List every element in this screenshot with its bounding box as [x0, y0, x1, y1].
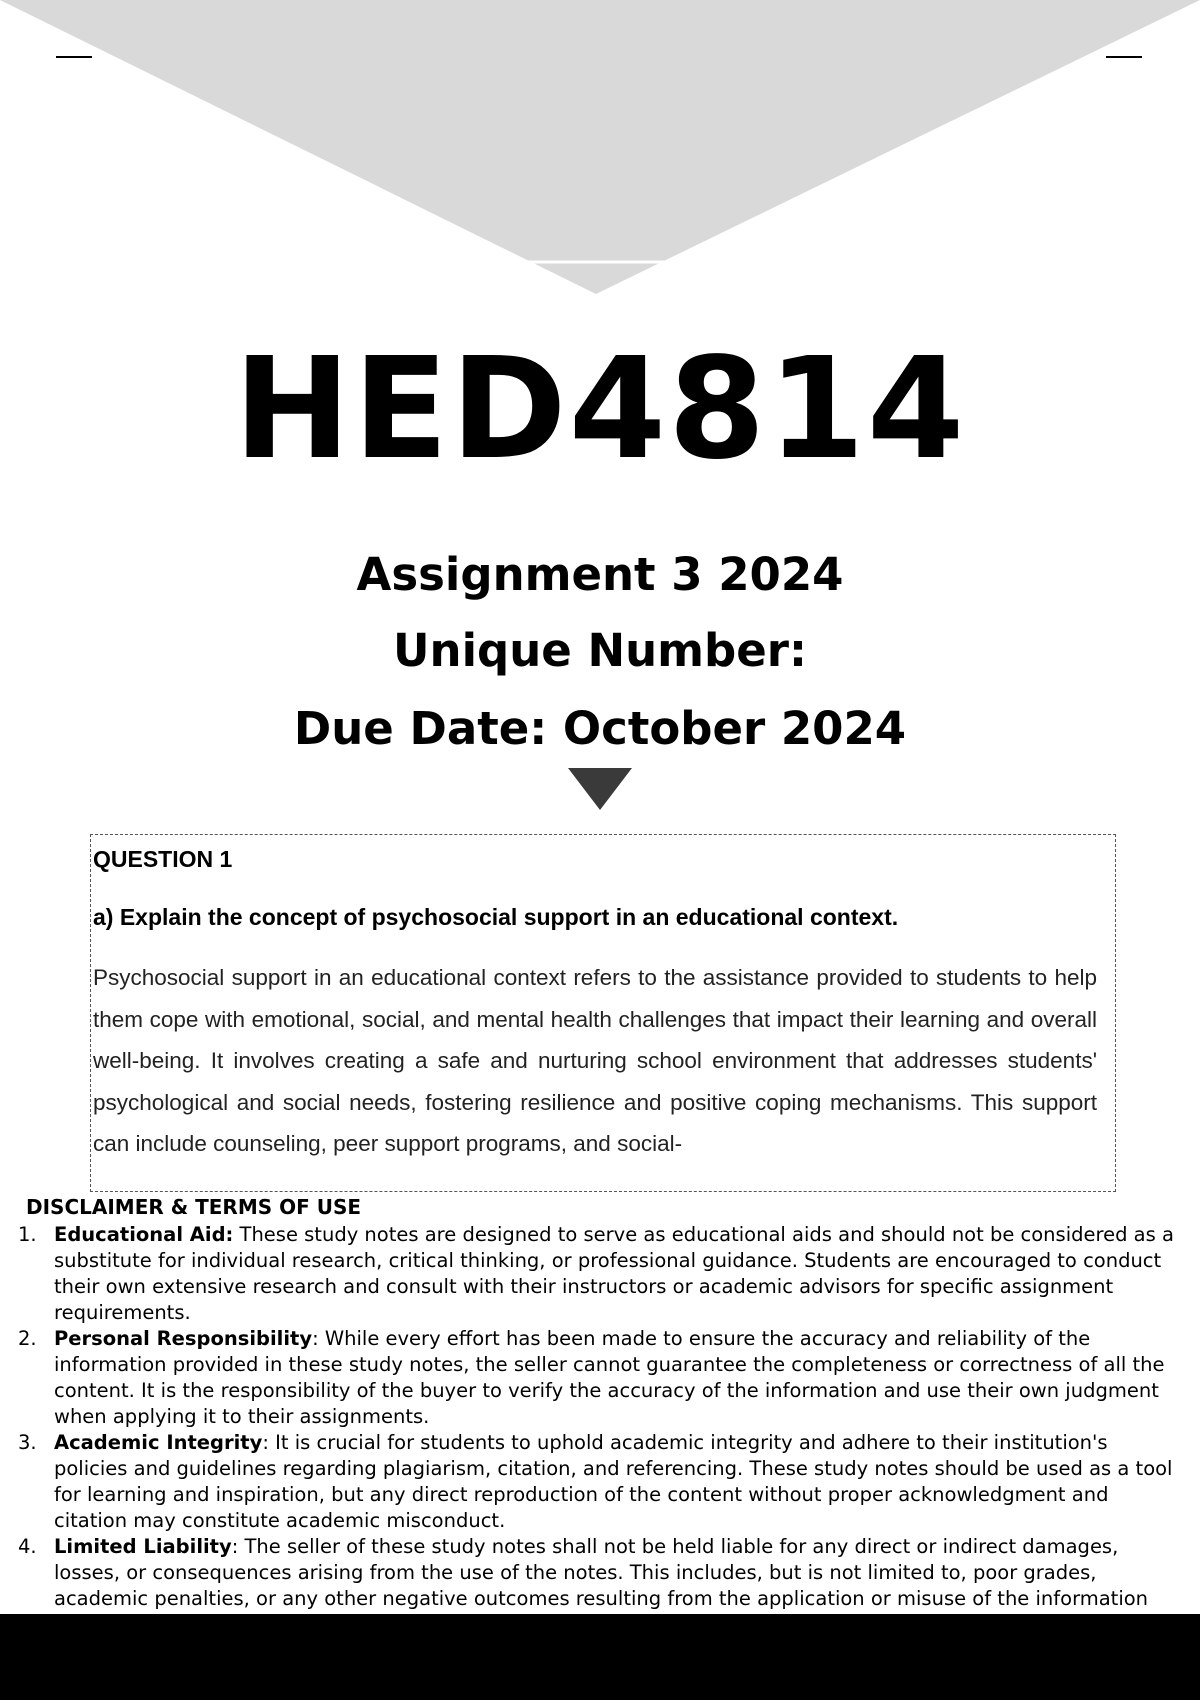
header-chevron-graphic: [0, 0, 1200, 300]
term-name: Personal Responsibility: [54, 1327, 313, 1350]
term-name: Limited Liability: [54, 1535, 232, 1558]
term-text: These study notes are designed to serve as educational aids and should not be considered as a substitute for individual research, critical thinking, or professional guidance. Students are encouraged to conduct their own extensive research and consult with their instructors or academic advisors for specific assignment requirements.: [54, 1223, 1174, 1324]
term-number: 3.: [18, 1431, 37, 1454]
term-text: : The seller of these study notes shall not be held liable for any direct or indirect damages, losses, or consequences arising from the use of the notes. This includes, but is not limited to, poor grades, academic penalties, or any other negative outcomes resulting from the application or misuse of the information: [54, 1535, 1149, 1610]
question-prompt: a) Explain the concept of psychosocial support in an educational context.: [93, 904, 899, 930]
term-item-personal-responsibility: [0, 1326, 1200, 1430]
term-item-educational-aid: [0, 1222, 1200, 1326]
term-item-academic-integrity: [0, 1430, 1200, 1534]
term-number: 2.: [18, 1327, 37, 1350]
question-title: QUESTION 1: [93, 846, 233, 872]
corner-rule-right: [1106, 56, 1142, 58]
down-triangle-icon: [568, 768, 632, 812]
course-code-title: HED4814: [233, 328, 967, 491]
term-text: : While every effort has been made to ensure the accuracy and reliability of the information provided in these study notes, the seller cannot guarantee the completeness or correctness of all the content. It is the responsibility of the buyer to verify the accuracy of the information and use their own judgment when applying it to their assignments.: [54, 1327, 1165, 1428]
term-number: 1.: [18, 1223, 37, 1246]
term-number: 4.: [18, 1535, 37, 1558]
term-name: Academic Integrity: [54, 1431, 263, 1454]
term-name: Educational Aid:: [54, 1223, 234, 1246]
term-text: : It is crucial for students to uphold academic integrity and adhere to their institution's policies and guidelines regarding plagiarism, citation, and referencing. These study notes should be used as a tool for learning and inspiration, but any direct reproduction of the content without proper acknowledgment and citation may constitute academic misconduct.: [54, 1431, 1173, 1532]
due-date-label: Due Date: October 2024: [293, 702, 907, 755]
disclaimer-heading: DISCLAIMER & TERMS OF USE: [26, 1195, 362, 1219]
corner-rule-left: [56, 56, 92, 58]
term-item-limited-liability: [0, 1534, 1200, 1612]
question-preview-box: [90, 834, 1116, 1192]
unique-number-label: Unique Number:: [393, 624, 807, 677]
question-answer-text: Psychosocial support in an educational context refers to the assistance provided to students to help them cope with emotional, social, and mental health challenges that impact their learning and overall well-being. It involves creating a safe and nurturing school environment that addresses students' psychological and social needs, fostering resilience and positive coping mechanisms. This support can include counseling, peer support programs, and social-: [93, 965, 1097, 1156]
disclaimer-terms-list: [0, 1222, 1200, 1612]
assignment-title: Assignment 3 2024: [356, 548, 844, 601]
bottom-black-bar: [0, 1614, 1200, 1700]
